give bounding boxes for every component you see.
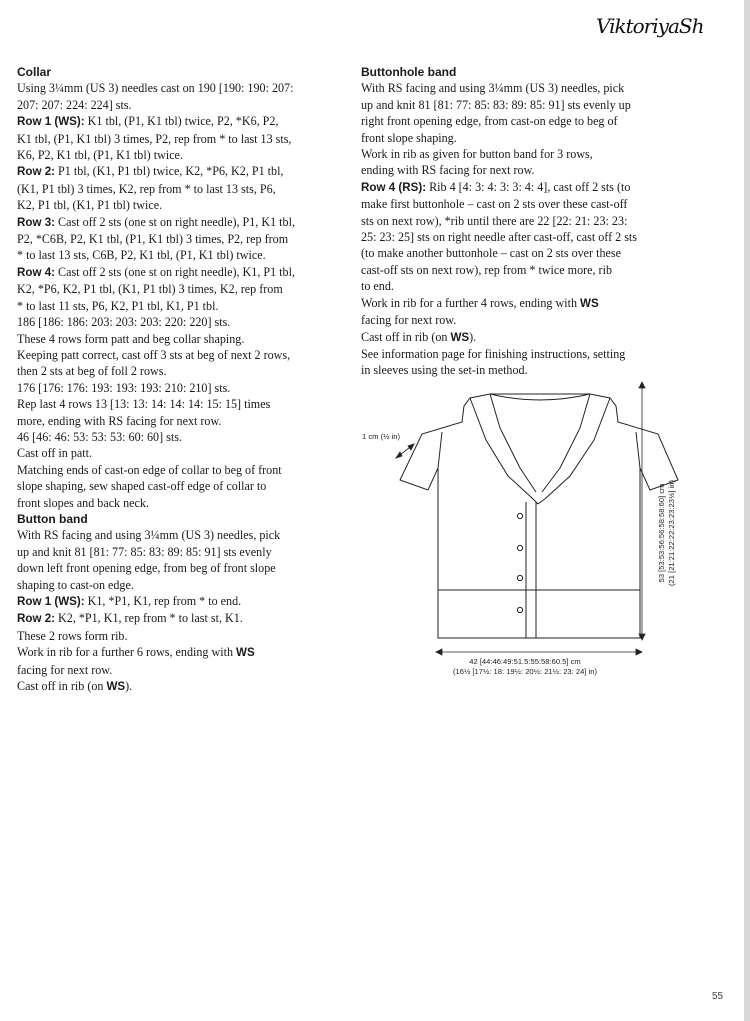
text-line: more, ending with RS facing for next row. (17, 413, 222, 428)
button-band-heading: Button band (17, 511, 88, 526)
text-line: make first buttonhole – cast on 2 sts over these cast-off (361, 197, 628, 212)
left-armhole (438, 432, 442, 468)
row-label: Row 2: (17, 612, 56, 626)
text-line: front slope shaping. (361, 130, 457, 145)
text-part: ). (469, 329, 477, 344)
text-line: With RS facing and using 3¼mm (US 3) needles, pick (17, 528, 281, 543)
row-instruction (17, 113, 337, 130)
text-line: down left front opening edge, from beg of front slope (17, 561, 276, 576)
arrow-head (436, 649, 442, 655)
text-part: Work in rib for a further 6 rows, ending with (17, 645, 237, 660)
row-label: Row 3: (17, 215, 56, 229)
row-instruction (17, 593, 337, 610)
page-number: 55 (712, 991, 724, 1002)
text-line: 207: 207: 224: 224] sts. (17, 97, 132, 112)
cardigan-schematic-drawing (362, 376, 680, 690)
text-line: K1 tbl, (P1, K1 tbl) 3 times, P2, rep from * to last 13 sts, (17, 131, 292, 146)
text-line: sts on next row), *rib until there are 22 [22: 21: 23: 23: (361, 213, 628, 228)
text-line: shaping to cast-on edge. (17, 577, 134, 592)
text-line: (to make another buttonhole – cast on 2 sts over these (361, 246, 621, 261)
text-line (361, 295, 691, 312)
text-line: These 2 rows form rib. (17, 628, 128, 643)
row-label: Row 4 (RS): (361, 180, 427, 194)
page-edge (744, 0, 750, 1021)
text-line: See information page for finishing instructions, setting (361, 346, 626, 361)
arrow-head (408, 444, 414, 450)
text-part: Cast off in rib (on (17, 679, 107, 694)
right-collar-inner (542, 394, 590, 492)
text-line: With RS facing and using 3¼mm (US 3) needles, pick (361, 81, 625, 96)
width-cm: 42 [44:46:49:51.5:55:58:60.5] cm (469, 657, 581, 666)
ws-label: WS (236, 646, 255, 660)
right-collar (538, 398, 610, 504)
text-line: front slopes and back neck. (17, 495, 149, 510)
row-text: K1 tbl, (P1, K1 tbl) twice, P2, *K6, P2, (84, 114, 279, 129)
text-line (17, 678, 337, 695)
text-line: Rep last 4 rows 13 [13: 13: 14: 14: 14: 15: 15] times (17, 397, 271, 412)
length-cm: 53 [53:53:56:56:58:58:60] cm (657, 483, 666, 583)
row-text: Cast off 2 sts (one st on right needle), K1, P1 tbl, (55, 264, 295, 279)
row-label: Row 4: (17, 265, 56, 279)
arrow-head (639, 382, 645, 388)
text-part: Cast off in rib (on (361, 329, 451, 344)
text-line: Matching ends of cast-on edge of collar to beg of front (17, 462, 282, 477)
text-line (17, 644, 337, 661)
text-line: 186 [186: 186: 203: 203: 203: 220: 220] sts. (17, 315, 231, 330)
text-line: right front opening edge, from cast-on edge to beg of (361, 114, 618, 129)
left-collar-inner (490, 394, 536, 492)
garment-schematic (362, 376, 680, 690)
row-text: Cast off 2 sts (one st on right needle), P1, K1 tbl, (55, 214, 295, 229)
buttonhole-band-heading: Buttonhole band (361, 65, 457, 79)
text-line: K2, P1 tbl, (K1, P1 tbl) twice. (17, 198, 163, 213)
collar-width-label: 1 cm (½ in) (362, 432, 400, 441)
text-line: Cast off in patt. (17, 446, 93, 461)
ws-label: WS (106, 680, 126, 694)
text-line (361, 329, 691, 346)
text-line: cast-off sts on next row), rep from * twice more, rib (361, 262, 612, 277)
row-instruction (17, 264, 337, 281)
row-label: Row 1 (WS): (17, 595, 85, 608)
text-line: * to last 11 sts, P6, K2, P1 tbl, K1, P1 tbl. (17, 298, 219, 313)
text-line: then 2 sts at beg of foll 2 rows. (17, 364, 167, 379)
text-line: Keeping patt correct, cast off 3 sts at beg of next 2 rows, (17, 347, 291, 362)
text-line: up and knit 81 [81: 77: 85: 83: 89: 85: 91] sts evenly (17, 544, 272, 559)
text-line: Using 3¼mm (US 3) needles cast on 190 [190: 190: 207: (17, 81, 294, 96)
text-line: facing for next row. (17, 662, 113, 677)
row-text: K1, *P1, K1, rep from * to end. (84, 594, 242, 608)
row-label: Row 2: (17, 165, 56, 179)
text-line: 25: 23: 25] sts on right needle after cast-off, cast off 2 sts (361, 230, 637, 245)
width-label (430, 657, 620, 677)
text-line: up and knit 81 [81: 77: 85: 83: 89: 85: 91] sts evenly up (361, 97, 631, 112)
row-instruction (361, 179, 691, 196)
text-line: These 4 rows form patt and beg collar shaping. (17, 331, 245, 346)
text-line: K6, P2, K1 tbl, (P1, K1 tbl) twice. (17, 148, 183, 163)
right-column (361, 64, 691, 379)
width-in: (16½ [17½: 18: 19½: 20½: 21½: 23: 24] in) (453, 667, 597, 676)
row-label: Row 1 (WS): (17, 115, 85, 129)
text-line: ending with RS facing for next row. (361, 163, 535, 178)
text-part: Work in rib for a further 4 rows, ending with (361, 295, 581, 310)
signature: ViktoriyaSh (596, 14, 704, 38)
ws-label: WS (450, 330, 470, 344)
left-column (17, 64, 337, 695)
button (517, 545, 522, 550)
row-text: P1 tbl, (K1, P1 tbl) twice, K2, *P6, K2, P1 tbl, (55, 164, 284, 179)
text-line: K2, *P6, K2, P1 tbl, (K1, P1 tbl) 3 times, K2, rep from (17, 282, 283, 297)
ws-label: WS (580, 296, 599, 310)
text-part: ). (125, 679, 133, 694)
row-text: K2, *P1, K1, rep from * to last st, K1. (55, 611, 243, 626)
left-collar (470, 398, 538, 504)
collar-heading: Collar (17, 65, 52, 79)
row-text: Rib 4 [4: 3: 4: 3: 3: 4: 4], cast off 2 sts (to (426, 179, 631, 194)
text-line: in sleeves using the set-in method. (361, 363, 528, 378)
body-outline (400, 394, 678, 638)
arrow-head (396, 452, 402, 458)
button (517, 513, 522, 518)
arrow-head (636, 649, 642, 655)
text-line: to end. (361, 279, 394, 294)
button (517, 575, 522, 580)
text-line: Work in rib as given for button band for 3 rows, (361, 147, 593, 162)
text-line: 46 [46: 46: 53: 53: 53: 60: 60] sts. (17, 429, 182, 444)
row-instruction (17, 214, 337, 231)
back-neckline (490, 394, 590, 400)
length-label (657, 448, 677, 618)
text-line: (K1, P1 tbl) 3 times, K2, rep from * to last 13 sts, P6, (17, 181, 276, 196)
button (517, 607, 522, 612)
right-armhole (636, 432, 640, 468)
text-line: * to last 13 sts, C6B, P2, K1 tbl, (P1, K1 tbl) twice. (17, 248, 266, 263)
text-line: 176 [176: 176: 193: 193: 193: 210: 210] sts. (17, 380, 231, 395)
text-line: P2, *C6B, P2, K1 tbl, (P1, K1 tbl) 3 times, P2, rep from (17, 232, 289, 247)
row-instruction (17, 163, 337, 180)
length-in: (21 [21:21:22:22:23:23:23½] in) (667, 480, 676, 586)
text-line: facing for next row. (361, 313, 457, 328)
text-line: slope shaping, sew shaped cast-off edge of collar to (17, 479, 267, 494)
row-instruction (17, 610, 337, 627)
